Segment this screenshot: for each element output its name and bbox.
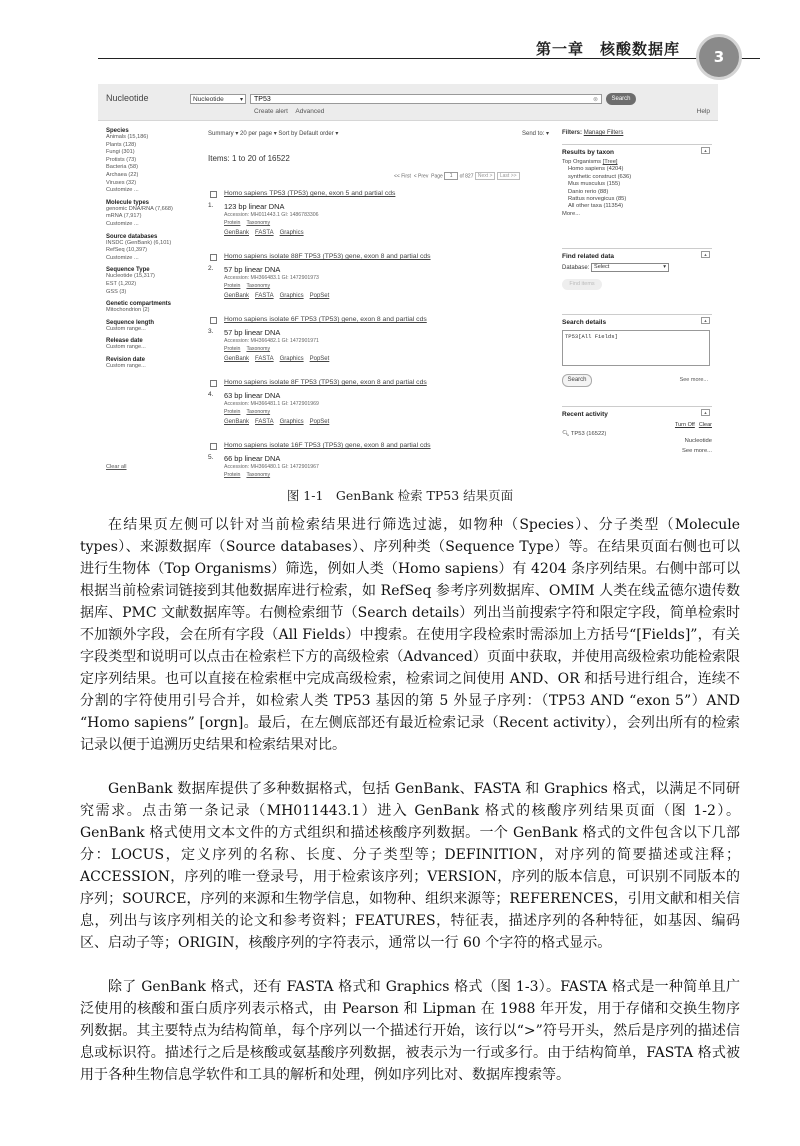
related-link[interactable]: Protein [224, 472, 241, 478]
paragraph-3: 除了 GenBank 格式，还有 FASTA 格式和 Graphics 格式（图 1-3）。FASTA 格式是一种简单且广泛使用的核酸和蛋白质序列表示格式，由 Pearson 和 Lipman 在 1988 年开发，用于存储和交换生物序列数据。其主要特点为结构简单，每个序列以一个描述行开始，该行以“>”符号开头，然后是序列的描述信息或标识符。描述行之后是核酸或氨基酸序列数据，被表示为一行或多行。由于结构简单，FASTA 格式被用于各种生物信息学软件和工具的解析和处理，例如序列比对、数据库搜索等。 [80, 979, 740, 1083]
search-button[interactable]: Search [606, 93, 636, 105]
record-accession: Accession: MH011443.1 GI: 1486783306 [224, 212, 319, 218]
help-link[interactable]: Help [696, 108, 710, 115]
related-link[interactable]: Taxonomy [246, 346, 271, 352]
filter-item[interactable]: Animals (15,186) [106, 134, 149, 140]
record-related-links [224, 283, 276, 289]
see-more-link[interactable]: See more... [682, 447, 712, 454]
filter-group [106, 234, 194, 263]
search-input[interactable] [250, 94, 602, 104]
search-details-textarea[interactable]: TP53[All Fields] [562, 330, 710, 366]
left-filters [106, 128, 194, 375]
record-related-links [224, 220, 276, 226]
chevron-down-icon: ▾ [239, 97, 243, 103]
record-accession: Accession: MH366482.1 GI: 1472901971 [224, 338, 319, 344]
record-length: 57 bp linear DNA [224, 265, 281, 274]
search-sublinks [254, 108, 330, 115]
record-related-links [224, 472, 276, 478]
format-link[interactable]: FASTA [255, 293, 274, 299]
record-number: 5. [208, 454, 214, 461]
more-link[interactable]: More... [562, 210, 581, 217]
paragraph-1: 在结果页左侧可以针对当前检索结果进行筛选过滤，如物种（Species）、分子类型（Molecule types）、来源数据库（Source databases）、序列种类（Sequence Type）等。在结果页面右侧也可以进行生物体（Top Organisms）筛选，例如人类（Homo sapiens）有 4204 条序列结果。右侧中部可以根据当前检索词链接到其他数据库进行检索，如 RefSeq 参考序列数据库、OMIM 人类在线孟德尔遗传数据库、PMC 文献数据库等。右侧检索细节（Search details）列出当前搜索字符和限定字段，简单检索时不加额外字段，会在所有字段（All Fields）中搜索。在使用字段检索时需添加上方括号“[Fields]”，有关字段类型和说明可以点击在检索栏下方的高级检索（Advanced）页面中获取，并使用高级检索功能检索限定序列结果。也可以直接在检索框中完成高级检索，检索词之间使用 AND、OR 和括号进行组合，连续不分割的字符使用引号合并，如检索人类 TP53 基因的第 5 外显子序列：（TP53 AND “exon 5”）AND “Homo sapiens” [orgn]。最后，在左侧底部还有最近检索记录（Recent activity），会列出所有的检索记录以便于追溯历史结果和检索结果对比。 [80, 517, 740, 753]
record-title-link[interactable]: Homo sapiens isolate 16F TP53 (TP53) gene, exon 8 and partial cds [224, 442, 431, 449]
organism-list [562, 166, 712, 210]
related-database-value: Select [594, 264, 610, 270]
related-data-panel [562, 248, 712, 290]
filter-group [106, 357, 194, 371]
activity-db: Nucleotide [684, 438, 712, 445]
recent-activity-panel [562, 406, 712, 455]
organism-link[interactable]: Mus musculus (155) [568, 181, 621, 188]
format-link[interactable]: GenBank [224, 230, 250, 236]
collapse-icon[interactable]: ▲ [701, 317, 710, 324]
app-logo: Nucleotide [106, 93, 149, 103]
top-organisms-label: Top Organisms [562, 159, 601, 165]
pager-first[interactable]: << First [394, 173, 411, 180]
organism-link[interactable]: Danio rerio (88) [568, 188, 609, 195]
clear-all-link[interactable]: Clear all [106, 464, 127, 470]
see-more-link[interactable]: See more... [679, 377, 708, 383]
items-count: Items: 1 to 20 of 16522 [208, 154, 290, 163]
filter-group-heading: Release date [106, 338, 143, 345]
format-link[interactable]: FASTA [255, 230, 274, 236]
running-header [0, 0, 800, 70]
filter-item[interactable]: RefSeq (10,397) [106, 247, 148, 254]
ncbi-results-figure [98, 84, 718, 478]
filter-item[interactable]: genomic DNA/RNA (7,668) [106, 205, 173, 212]
record-length: 63 bp linear DNA [224, 391, 281, 400]
format-link[interactable]: PopSet [309, 293, 330, 299]
record-title-link[interactable]: Homo sapiens isolate 88F TP53 (TP53) gene, exon 8 and partial cds [224, 253, 431, 260]
record-format-links [224, 419, 335, 425]
filter-group-heading: Species [106, 128, 129, 134]
record-number: 3. [208, 328, 214, 335]
collapse-icon[interactable]: ▲ [701, 409, 710, 416]
filters-row [562, 130, 712, 136]
filter-item[interactable]: EST (1,202) [106, 280, 137, 287]
figure-caption: 图 1-1 GenBank 检索 TP53 结果页面 [286, 488, 514, 503]
related-link[interactable]: Taxonomy [246, 472, 271, 478]
format-link[interactable]: FASTA [255, 419, 274, 425]
taxon-heading: Results by taxon [562, 149, 615, 156]
format-link[interactable]: Graphics [279, 419, 304, 425]
database-select-value: Nucleotide [193, 96, 224, 103]
search-bar [98, 84, 718, 121]
top-organisms-row [562, 159, 712, 166]
find-items-button[interactable]: Find items [562, 279, 602, 290]
result-record [208, 379, 558, 439]
filter-item[interactable]: Protists (73) [106, 156, 137, 163]
filter-item[interactable]: INSDC (GenBank) (6,101) [106, 239, 172, 246]
record-checkbox[interactable] [210, 191, 217, 198]
filter-item[interactable]: Fungi (301) [106, 149, 135, 156]
manage-filters-link[interactable]: Manage Filters [583, 130, 624, 136]
record-format-links [224, 293, 335, 299]
filter-group-heading: Sequence length [106, 319, 155, 326]
related-link[interactable]: Protein [224, 220, 241, 226]
chevron-down-icon: ▾ [663, 264, 667, 270]
collapse-icon[interactable]: ▲ [701, 147, 710, 154]
pager-page-input[interactable]: 1 [444, 172, 458, 180]
activity-item-label: TP53 (16522) [570, 431, 607, 437]
record-length: 66 bp linear DNA [224, 454, 281, 463]
related-link[interactable]: Taxonomy [246, 283, 271, 289]
search-details-panel [562, 314, 712, 387]
filter-item[interactable]: Plants (128) [106, 141, 137, 148]
record-related-links [224, 346, 276, 352]
related-link[interactable]: Protein [224, 409, 241, 415]
result-record [208, 253, 558, 313]
record-checkbox[interactable] [210, 254, 217, 261]
taxon-panel [562, 144, 712, 218]
result-record [208, 442, 558, 478]
result-record [208, 190, 558, 250]
pager-next[interactable]: Next > [475, 172, 496, 180]
format-link[interactable]: Graphics [279, 230, 304, 236]
collapse-icon[interactable]: ▲ [701, 251, 710, 258]
filter-group [106, 320, 194, 334]
filter-item[interactable]: Archaea (22) [106, 171, 139, 178]
filter-group [106, 267, 194, 296]
format-link[interactable]: FASTA [255, 356, 274, 362]
record-format-links [224, 356, 335, 362]
record-accession: Accession: MH366481.1 GI: 1472901969 [224, 401, 319, 407]
filter-item[interactable]: Bacteria (58) [106, 164, 139, 171]
format-link[interactable]: Graphics [279, 356, 304, 362]
format-link[interactable]: PopSet [309, 419, 330, 425]
pager-of: of 827 [459, 173, 474, 180]
record-format-links [224, 230, 310, 236]
filter-group [106, 128, 194, 195]
record-accession: Accession: MH366480.1 GI: 1472901967 [224, 464, 319, 470]
create-alert-link[interactable]: Create alert [254, 108, 288, 115]
filter-group-heading: Source databases [106, 233, 158, 240]
database-row [562, 263, 712, 272]
filter-item[interactable]: Custom range... [106, 325, 146, 332]
filter-item[interactable]: Customize ... [106, 220, 139, 227]
organism-link[interactable]: All other taxa (11354) [568, 203, 623, 210]
turn-off-link[interactable]: Turn Off [674, 422, 695, 428]
right-sidebar [562, 130, 712, 454]
record-number: 4. [208, 391, 214, 398]
page-number: 3 [696, 34, 742, 80]
pager-prev[interactable]: < Prev [413, 173, 429, 180]
activity-controls [562, 422, 712, 428]
filter-item[interactable]: Custom range... [106, 362, 146, 369]
record-title-link[interactable]: Homo sapiens isolate 8F TP53 (TP53) gene, exon 8 and partial cds [224, 379, 427, 386]
related-link[interactable]: Protein [224, 346, 241, 352]
filter-group-heading: Molecule types [106, 199, 150, 206]
filter-item[interactable]: mRNA (7,917) [106, 213, 142, 220]
paragraph-2: GenBank 数据库提供了多种数据格式，包括 GenBank、FASTA 和 Graphics 格式，以满足不同研究需求。点击第一条记录（MH011443.1）进入 GenBank 格式的核酸序列结果页面（图 1-2）。GenBank 格式使用文本文件的方式组织和描述核酸序列数据。一个 GenBank 格式的文件包含以下几部分：LOCUS，定义序列的名称、长度、分子类型等；DEFINITION，对序列的简要描述或注释；ACCESSION，序列的唯一登录号，用于检索该序列；VERSION，序列的版本信息，可识别不同版本的序列；SOURCE，序列的来源和生物学信息，如物种、组织来源等；REFERENCES，引用文献和相关信息，列出与该序列相关的论文和参考资料；FEATURES，特征表，描述序列的各种特征，如基因、编码区、启动子等；ORIGIN，核酸序列的字符表示，通常以一行 60 个字符的格式显示。 [80, 781, 740, 951]
format-link[interactable]: GenBank [224, 293, 250, 299]
pager-page-label: Page [431, 173, 443, 180]
filter-group-heading: Genetic compartments [106, 301, 172, 308]
pager-last[interactable]: Last >> [497, 172, 520, 180]
record-length: 123 bp linear DNA [224, 202, 285, 211]
display-settings[interactable]: Summary ▾ 20 per page ▾ Sort by Default order ▾ [208, 131, 339, 137]
related-link[interactable]: Protein [224, 283, 241, 289]
record-checkbox[interactable] [210, 317, 217, 324]
search-query: TP53 [254, 96, 271, 103]
result-record [208, 316, 558, 376]
format-link[interactable]: PopSet [309, 356, 330, 362]
search-icon: 🔍︎ [562, 431, 570, 437]
advanced-link[interactable]: Advanced [295, 108, 325, 115]
record-length: 57 bp linear DNA [224, 328, 281, 337]
record-related-links [224, 409, 276, 415]
filter-group [106, 338, 194, 352]
organism-link[interactable]: Homo sapiens (4204) [568, 166, 624, 173]
send-to-menu[interactable]: Send to: ▾ [522, 131, 550, 137]
results-column [208, 130, 558, 478]
organism-link[interactable]: Rattus norvegicus (85) [568, 196, 627, 203]
clear-icon[interactable]: ⊗ [592, 97, 598, 103]
database-select[interactable] [190, 94, 246, 104]
filters-label: Filters: [562, 130, 583, 136]
organism-link[interactable]: synthetic construct (636) [568, 173, 632, 180]
filter-item[interactable]: Customize ... [106, 187, 139, 194]
record-title-link[interactable]: Homo sapiens isolate 6F TP53 (TP53) gene, exon 8 and partial cds [224, 316, 427, 323]
related-database-select[interactable] [591, 263, 669, 272]
filter-item[interactable]: Viruses (32) [106, 179, 137, 186]
filter-item[interactable]: Nucleotide (15,317) [106, 273, 155, 280]
filter-item[interactable]: Custom range... [106, 344, 146, 351]
filter-group-heading: Revision date [106, 356, 146, 363]
related-link[interactable]: Taxonomy [246, 409, 271, 415]
related-heading: Find related data [562, 253, 615, 260]
details-search-button[interactable]: Search [562, 374, 592, 387]
format-link[interactable]: GenBank [224, 356, 250, 362]
filter-group [106, 200, 194, 229]
pager [394, 172, 520, 180]
filter-group [106, 301, 194, 315]
activity-item[interactable] [562, 431, 712, 438]
record-number: 1. [208, 202, 214, 209]
filter-item[interactable]: GSS (3) [106, 288, 127, 295]
clear-link[interactable]: Clear [698, 422, 712, 428]
database-label: Database: [562, 265, 590, 272]
tree-link[interactable]: [Tree] [602, 159, 618, 165]
filter-item[interactable]: Customize ... [106, 254, 139, 261]
related-link[interactable]: Taxonomy [246, 220, 271, 226]
record-checkbox[interactable] [210, 443, 217, 450]
format-link[interactable]: GenBank [224, 419, 250, 425]
record-checkbox[interactable] [210, 380, 217, 387]
filter-group-heading: Sequence Type [106, 267, 150, 274]
filter-item[interactable]: Mitochondrion (2) [106, 307, 150, 314]
format-link[interactable]: Graphics [279, 293, 304, 299]
chapter-title: 第一章 核酸数据库 [535, 40, 680, 58]
record-number: 2. [208, 265, 214, 272]
record-accession: Accession: MH366483.1 GI: 1472901973 [224, 275, 319, 281]
record-title-link[interactable]: Homo sapiens TP53 (TP53) gene, exon 5 and partial cds [224, 190, 396, 197]
details-heading: Search details [562, 319, 607, 326]
activity-heading: Recent activity [562, 411, 608, 418]
